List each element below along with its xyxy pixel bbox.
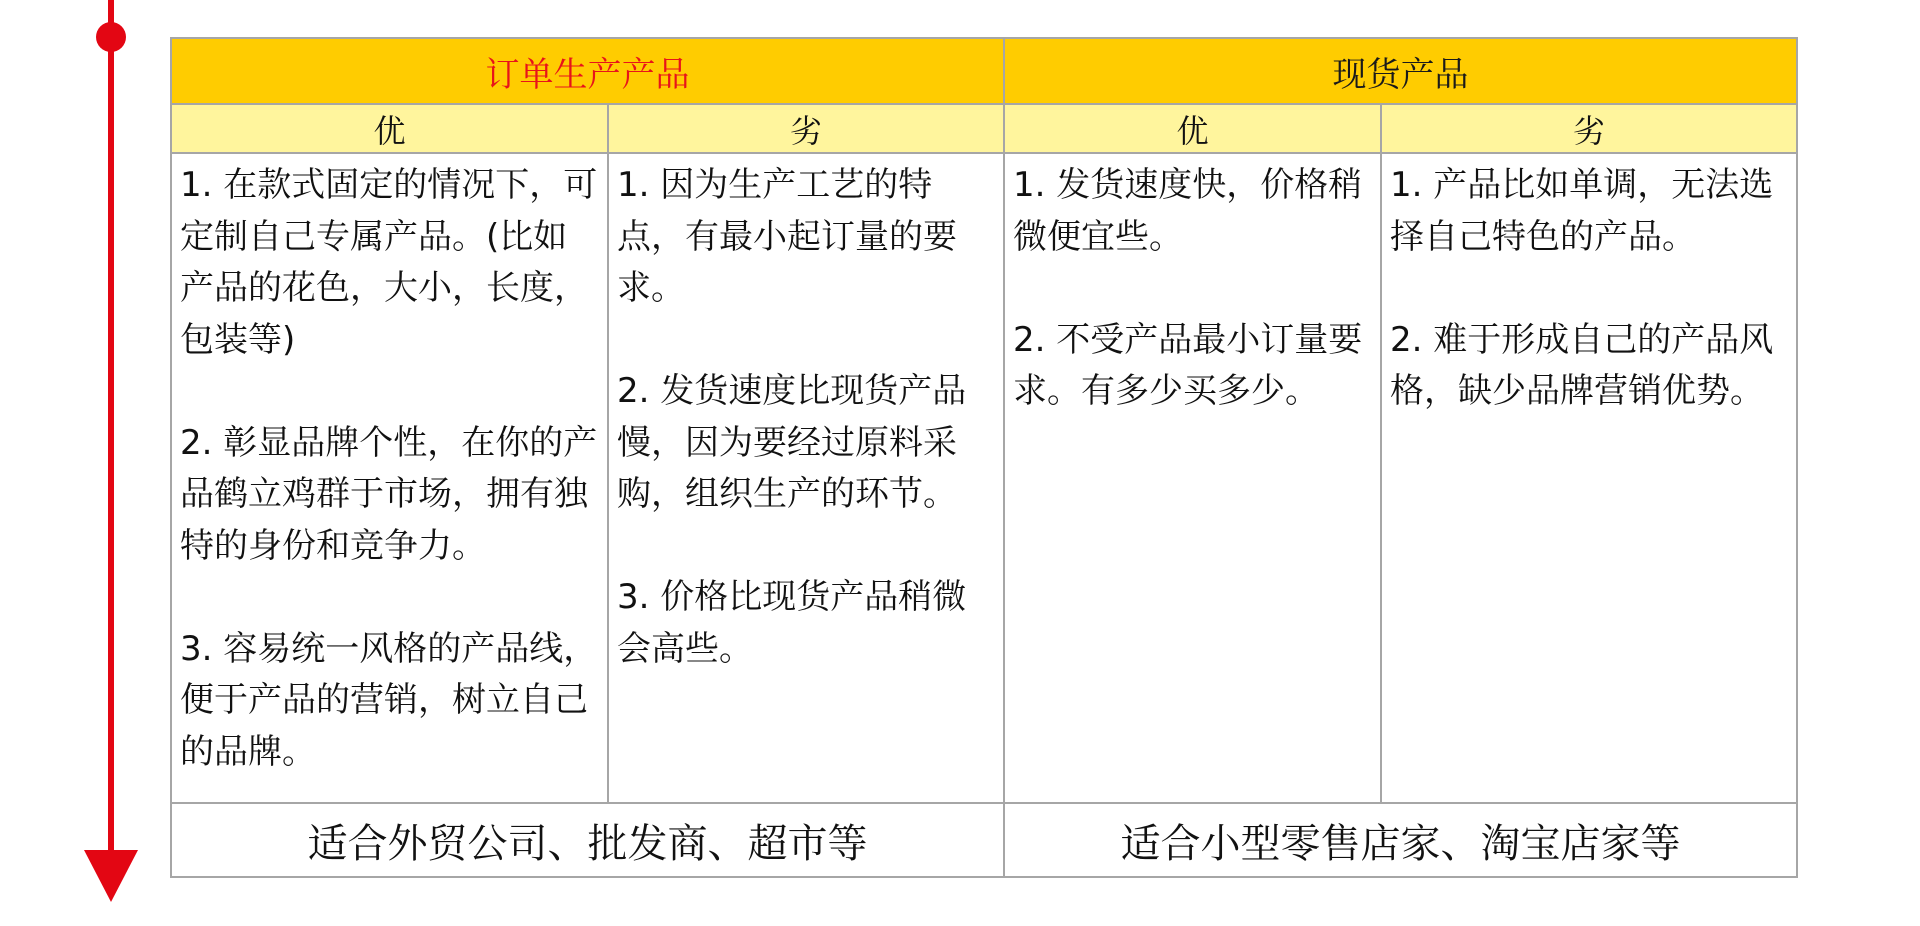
group-header-row bbox=[171, 38, 1797, 104]
cell-stock-cons: 1. 产品比如单调，无法选择自己特色的产品。 2. 难于形成自己的产品风格，缺少品牌营销优势。 bbox=[1381, 153, 1797, 803]
footer-row bbox=[171, 803, 1797, 877]
cell-mto-pros: 1. 在款式固定的情况下，可定制自己专属产品。(比如产品的花色，大小，长度，包装等) 2. 彰显品牌个性，在你的产品鹤立鸡群于市场，拥有独特的身份和竞争力。 3. 容易统一风格的产品线，便于产品的营销，树立自己的品牌。 bbox=[171, 153, 608, 803]
subheader-row bbox=[171, 104, 1797, 153]
group-header-in-stock: 现货产品 bbox=[1004, 38, 1797, 104]
footer-in-stock: 适合小型零售店家、淘宝店家等 bbox=[1004, 803, 1797, 877]
subheader-stock-cons: 劣 bbox=[1381, 104, 1797, 153]
footer-made-to-order: 适合外贸公司、批发商、超市等 bbox=[171, 803, 1004, 877]
subheader-stock-pros: 优 bbox=[1004, 104, 1381, 153]
timeline-arrow-line bbox=[108, 0, 114, 862]
arrow-down-icon bbox=[84, 850, 138, 902]
cell-stock-pros: 1. 发货速度快，价格稍微便宜些。 2. 不受产品最小订量要求。有多少买多少。 bbox=[1004, 153, 1381, 803]
group-header-made-to-order: 订单生产产品 bbox=[171, 38, 1004, 104]
timeline-start-dot bbox=[96, 22, 126, 52]
comparison-table bbox=[170, 37, 1798, 878]
subheader-mto-pros: 优 bbox=[171, 104, 608, 153]
subheader-mto-cons: 劣 bbox=[608, 104, 1004, 153]
cell-mto-cons: 1. 因为生产工艺的特点，有最小起订量的要求。 2. 发货速度比现货产品慢，因为要经过原料采购，组织生产的环节。 3. 价格比现货产品稍微会高些。 bbox=[608, 153, 1004, 803]
content-row bbox=[171, 153, 1797, 803]
